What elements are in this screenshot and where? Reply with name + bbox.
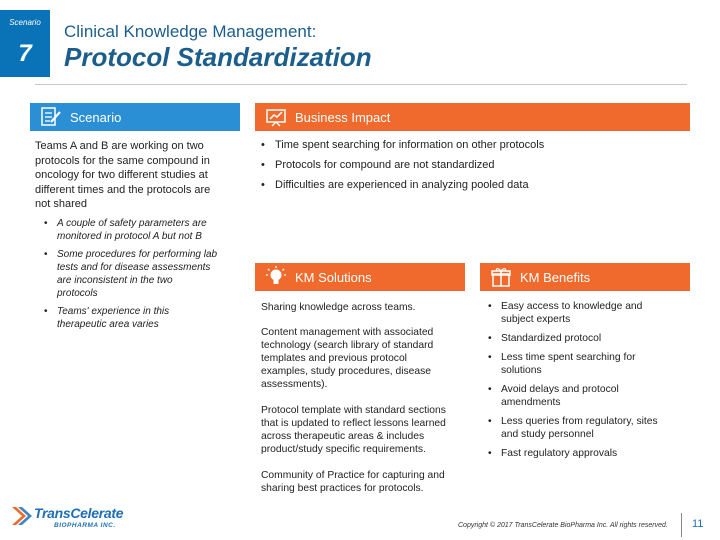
scenario-badge-label: Scenario <box>9 18 41 27</box>
scenario-heading: Scenario <box>70 109 122 125</box>
km-benefits-heading: KM Benefits <box>520 269 591 285</box>
list-item: • Fast regulatory approvals <box>488 447 693 460</box>
scenario-badge <box>0 10 50 77</box>
presentation-chart-icon <box>263 106 289 128</box>
km-benefits-header <box>480 263 690 291</box>
page-number: 11 <box>692 518 704 530</box>
list-item: • Less time spent searching for solutions <box>488 351 693 377</box>
page-title: Protocol Standardization <box>64 42 372 72</box>
km-solution-paragraph: Content management with associated technology (search library of standard templates and previous protocol examples, study procedures, disease assessments). <box>261 327 434 390</box>
list-item: • A couple of safety parameters are monitored in protocol A but not B <box>44 217 240 243</box>
business-impact-header <box>255 103 690 131</box>
document-edit-icon <box>38 106 64 128</box>
list-item: • Time spent searching for information on other protocols <box>261 139 701 159</box>
footer-divider <box>681 513 682 537</box>
scenario-bullets <box>44 217 240 336</box>
gift-icon <box>488 266 514 288</box>
logo-subtitle: BIOPHARMA INC. <box>54 522 116 529</box>
km-solution-paragraph: Sharing knowledge across teams. <box>261 302 416 313</box>
km-solution-paragraph: Protocol template with standard sections that is updated to reflect lessons learned across therapeutic areas & includes product/study specific requirements. <box>261 405 446 455</box>
km-solution-paragraph: Community of Practice for capturing and sharing best practices for protocols. <box>261 470 445 494</box>
lightbulb-icon <box>263 266 289 288</box>
logo-mark-icon <box>10 503 32 529</box>
transcelerate-logo <box>10 503 140 533</box>
business-impact-list <box>261 139 701 199</box>
scenario-line: not shared <box>35 198 87 210</box>
list-item: • Standardized protocol <box>488 332 693 345</box>
business-impact-heading: Business Impact <box>295 109 391 125</box>
scenario-line: oncology for two different studies at <box>35 169 208 181</box>
km-solutions-heading: KM Solutions <box>295 269 372 285</box>
scenario-description <box>35 139 235 212</box>
km-solutions-header <box>255 263 465 291</box>
list-item: • Avoid delays and protocol amendments <box>488 383 693 409</box>
copyright-notice: Copyright © 2017 TransCelerate BioPharma Inc. All rights reserved. <box>458 522 668 529</box>
scenario-line: protocols for the same compound in <box>35 154 210 167</box>
list-item: • Protocols for compound are not standardized <box>261 159 701 179</box>
list-item: • Some procedures for performing lab tests and for disease assessments are inconsistent in the two protocols <box>44 248 240 300</box>
scenario-line: Teams A and B are working on two <box>35 140 204 152</box>
list-item: • Easy access to knowledge and subject experts <box>488 300 693 326</box>
logo-wordmark: TransCelerate <box>34 505 124 521</box>
scenario-badge-number: 7 <box>18 40 32 67</box>
page-subtitle: Clinical Knowledge Management: <box>64 22 317 41</box>
km-benefits-list <box>488 300 693 466</box>
header-divider <box>35 84 687 85</box>
list-item: • Teams' experience in this therapeutic area varies <box>44 305 240 331</box>
scenario-line: different times and the protocols are <box>35 183 211 196</box>
list-item: • Less queries from regulatory, sites and study personnel <box>488 415 693 441</box>
scenario-header <box>30 103 240 131</box>
list-item: • Difficulties are experienced in analyzing pooled data <box>261 179 701 199</box>
